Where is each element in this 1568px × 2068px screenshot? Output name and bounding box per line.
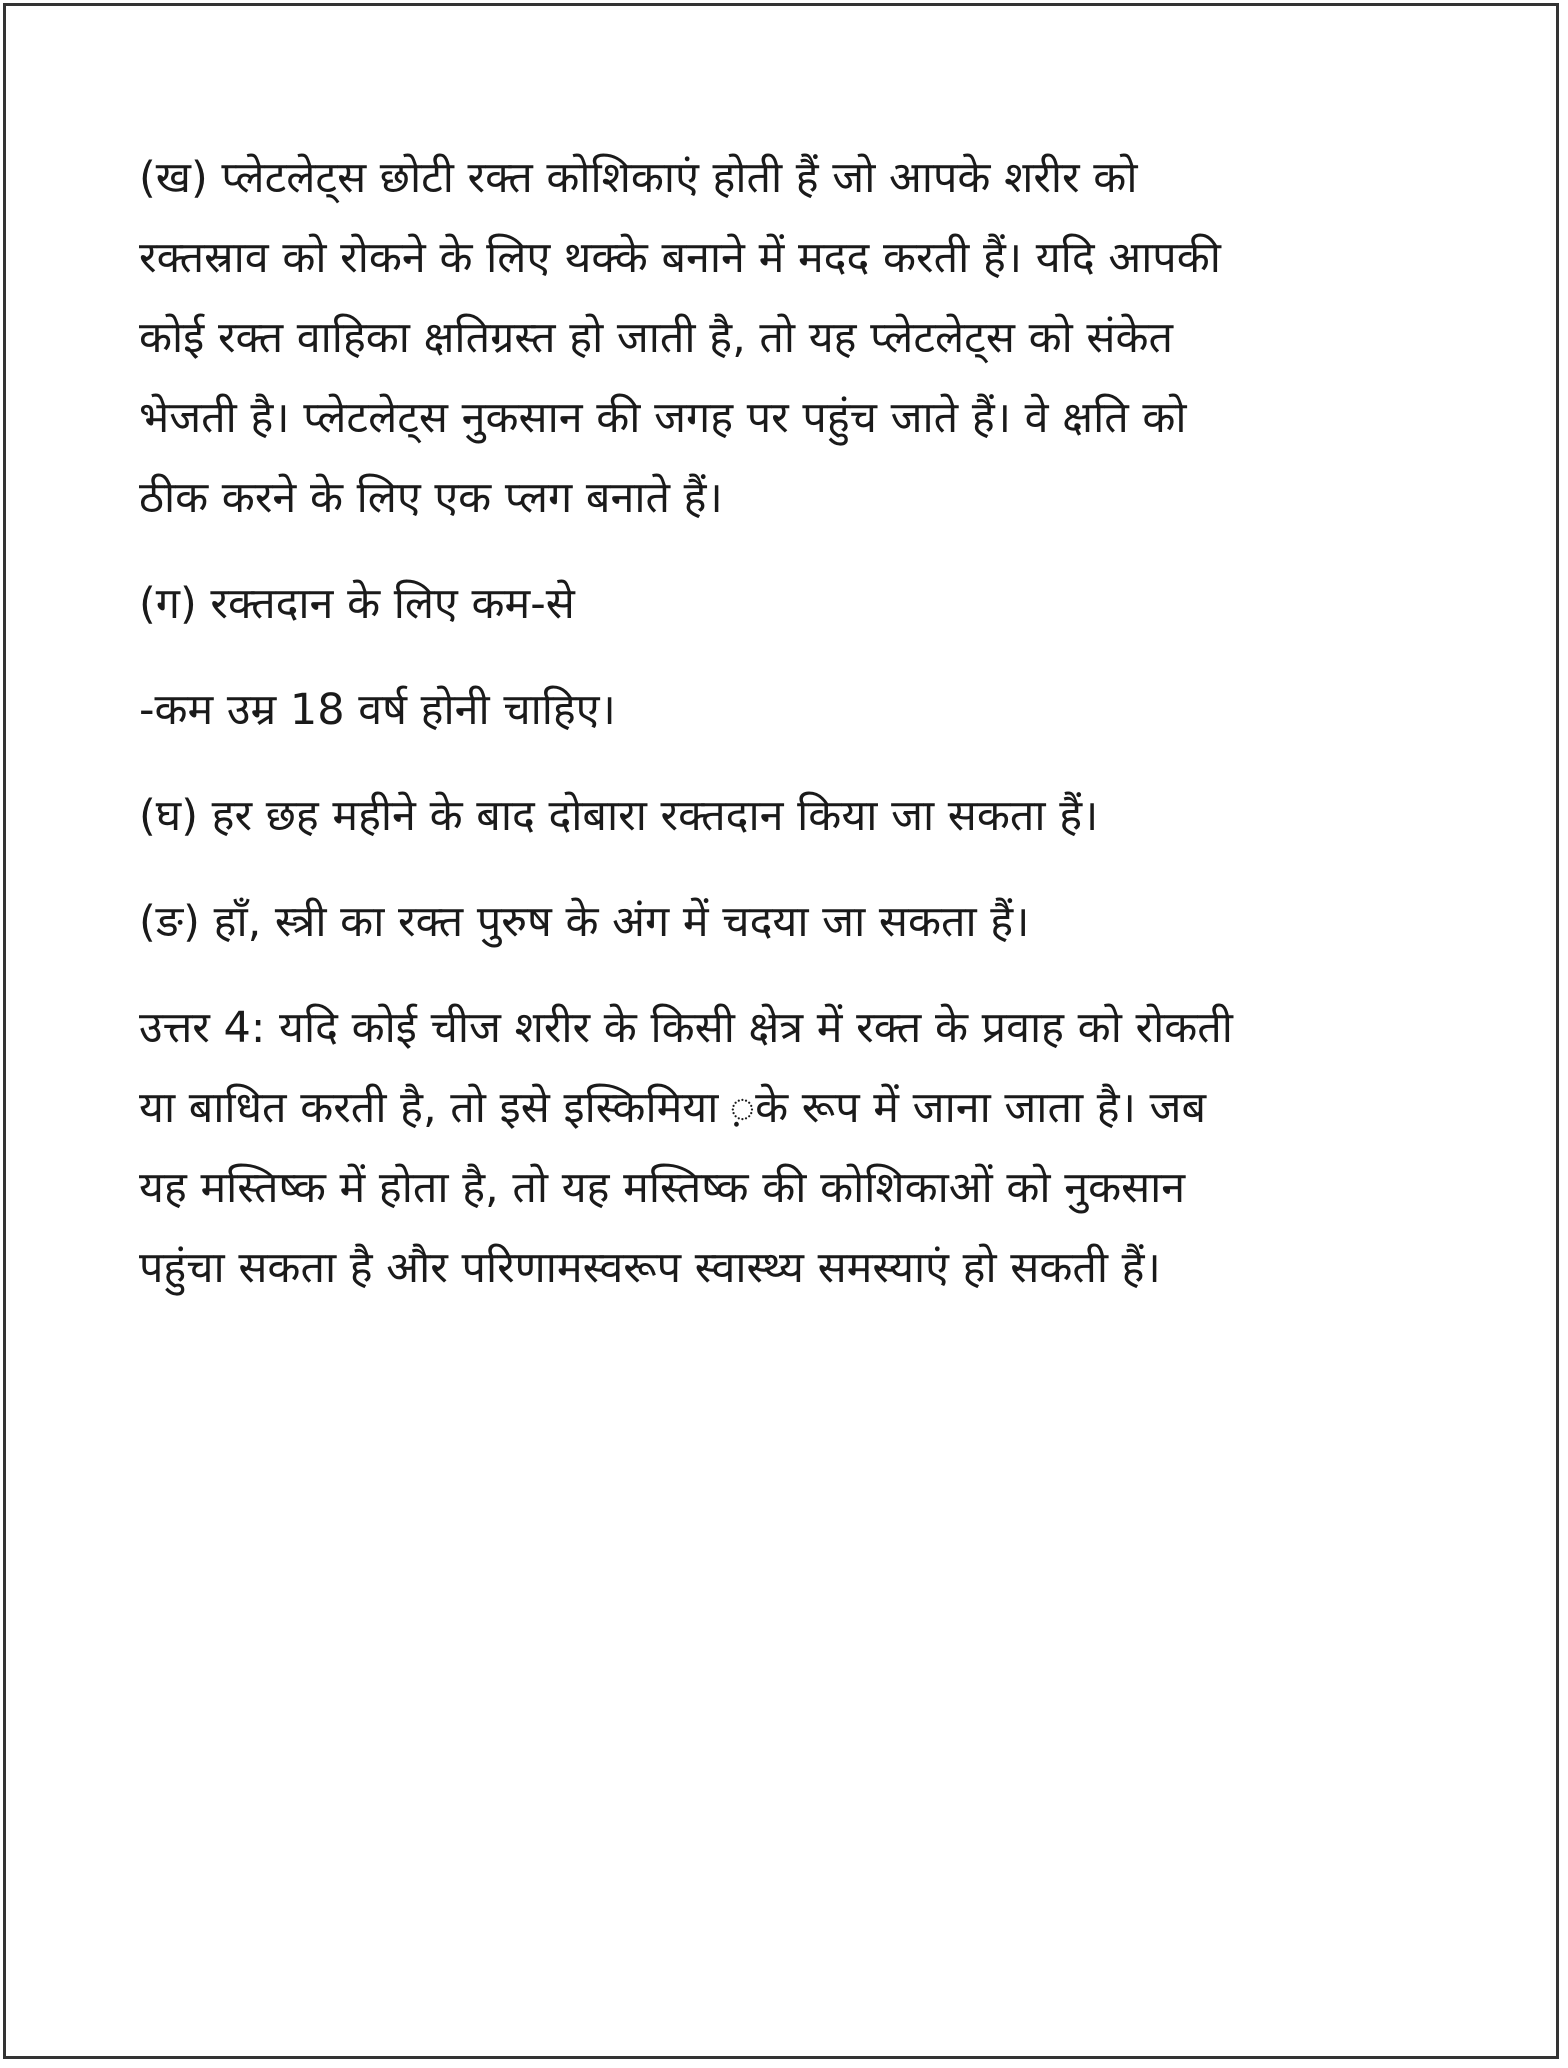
text-line: रक्तस्राव को रोकने के लिए थक्के बनाने में मदद करती हैं। यदि आपकी [139, 233, 1221, 283]
paragraph-answer-4 [139, 988, 1449, 1308]
text-line: यह मस्तिष्क में होता है, तो यह मस्तिष्क की कोशिकाओं को नुकसान [139, 1163, 1186, 1213]
paragraph-nga [139, 882, 1449, 962]
text-line: उत्तर 4: यदि कोई चीज शरीर के किसी क्षेत्र में रक्त के प्रवाह को रोकती [139, 1003, 1233, 1053]
text-line: पहुंचा सकता है और परिणामस्वरूप स्वास्थ्य समस्याएं हो सकती हैं। [139, 1243, 1161, 1293]
text-line: या बाधित करती है, तो इसे इस्किमिया ़के रूप में जाना जाता है। जब [139, 1083, 1207, 1133]
paragraph-spacer [139, 856, 1449, 882]
text-line: भेजती है। प्लेटलेट्स नुकसान की जगह पर पहुंच जाते हैं। वे क्षति को [139, 393, 1187, 443]
page-border [3, 3, 1559, 2059]
paragraph-spacer [139, 962, 1449, 988]
paragraph-spacer [139, 750, 1449, 776]
document-body [139, 138, 1449, 1308]
paragraph-spacer [139, 644, 1449, 670]
text-line: -कम उम्र 18 वर्ष होनी चाहिए। [139, 685, 616, 735]
text-line: (ङ) हाँ, स्त्री का रक्त पुरुष के अंग में चदया जा सकता हैं। [139, 897, 1030, 947]
paragraph-ga-continued [139, 670, 1449, 750]
paragraph-spacer [139, 538, 1449, 564]
paragraph-gha [139, 776, 1449, 856]
text-line: (ख) प्लेटलेट्स छोटी रक्त कोशिकाएं होती हैं जो आपके शरीर को [139, 153, 1138, 203]
paragraph-ga [139, 564, 1449, 644]
paragraph-kha [139, 138, 1449, 538]
text-line: ठीक करने के लिए एक प्लग बनाते हैं। [139, 473, 723, 523]
text-line: (घ) हर छह महीने के बाद दोबारा रक्तदान किया जा सकता हैं। [139, 791, 1099, 841]
text-line: (ग) रक्तदान के लिए कम-से [139, 579, 575, 629]
text-line: कोई रक्त वाहिका क्षतिग्रस्त हो जाती है, तो यह प्लेटलेट्स को संकेत [139, 313, 1173, 363]
